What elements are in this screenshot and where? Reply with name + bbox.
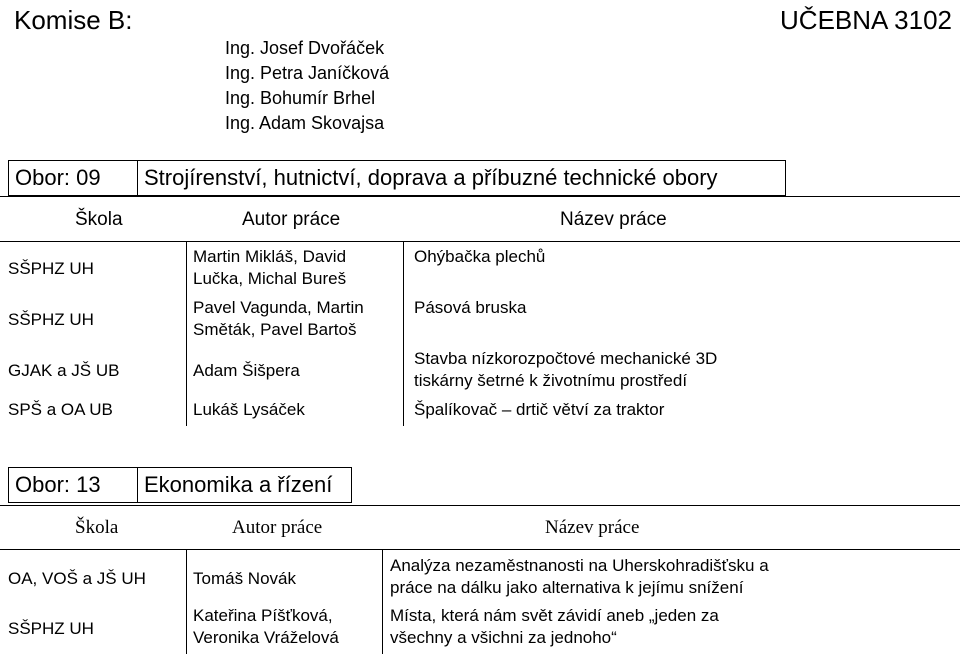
column-school: Škola (75, 209, 123, 230)
table-cell-author: Lukáš Lysáček (193, 400, 305, 419)
table-header (0, 505, 960, 550)
member-name: Ing. Bohumír Brhel (225, 88, 376, 108)
table-cell-school: SPŠ a OA UB (8, 400, 113, 419)
field-13-header (8, 467, 352, 503)
table-cell-title: Analýza nezaměstnanosti na Uherskohradišťsku a práce na dálku jako alternativa k jejímu snížení (390, 556, 769, 597)
field-label (9, 165, 137, 191)
field-label-text: Obor: (15, 165, 71, 190)
column-author: Autor práce (232, 517, 323, 538)
field-name: Strojírenství, hutnictví, doprava a příbuzné technické obory (137, 161, 785, 195)
field-label-text: Obor: (15, 472, 71, 497)
field-name: Ekonomika a řízení (137, 468, 351, 502)
column-author: Autor práce (242, 209, 341, 230)
column-divider (186, 242, 187, 426)
table-cell-title: Pásová bruska (414, 298, 527, 317)
table-cell-school: SŠPHZ UH (8, 310, 94, 329)
column-divider (403, 242, 404, 426)
column-title: Název práce (560, 209, 667, 230)
column-title: Název práce (545, 517, 640, 538)
table-cell-author: Martin Mikláš, David Lučka, Michal Bureš (193, 247, 347, 288)
table-cell-title: Místa, která nám svět závidí aneb „jeden za všechny a všichni za jednoho“ (390, 606, 719, 647)
field-09-header (8, 160, 786, 196)
table-cell-author: Adam Šišpera (193, 361, 300, 380)
table-cell-title: Stavba nízkorozpočtové mechanické 3D tiskárny šetrné k životnímu prostředí (414, 349, 718, 390)
field-number: 13 (76, 472, 101, 497)
member-name: Ing. Petra Janíčková (225, 63, 390, 83)
column-divider (382, 550, 383, 654)
table-header (0, 196, 960, 242)
table-cell-author: Tomáš Novák (193, 569, 296, 588)
room-label: UČEBNA 3102 (780, 5, 952, 35)
table-cell-school: OA, VOŠ a JŠ UH (8, 569, 146, 588)
column-divider (186, 550, 187, 654)
table-cell-school: SŠPHZ UH (8, 619, 94, 638)
table-cell-school: SŠPHZ UH (8, 259, 94, 278)
field-label (9, 472, 137, 498)
member-name: Ing. Adam Skovajsa (225, 113, 385, 133)
table-cell-author: Pavel Vagunda, Martin Směták, Pavel Bartoš (193, 298, 364, 339)
table-cell-title: Špalíkovač – drtič větví za traktor (414, 400, 665, 419)
commission-title: Komise B: (14, 5, 133, 35)
member-name: Ing. Josef Dvořáček (225, 38, 385, 58)
column-school: Škola (75, 517, 119, 538)
field-number: 09 (76, 165, 101, 190)
table-cell-title: Ohýbačka plechů (414, 247, 546, 266)
table-cell-school: GJAK a JŠ UB (8, 361, 120, 380)
table-cell-author: Kateřina Píšťková, Veronika Vráželová (193, 606, 339, 647)
